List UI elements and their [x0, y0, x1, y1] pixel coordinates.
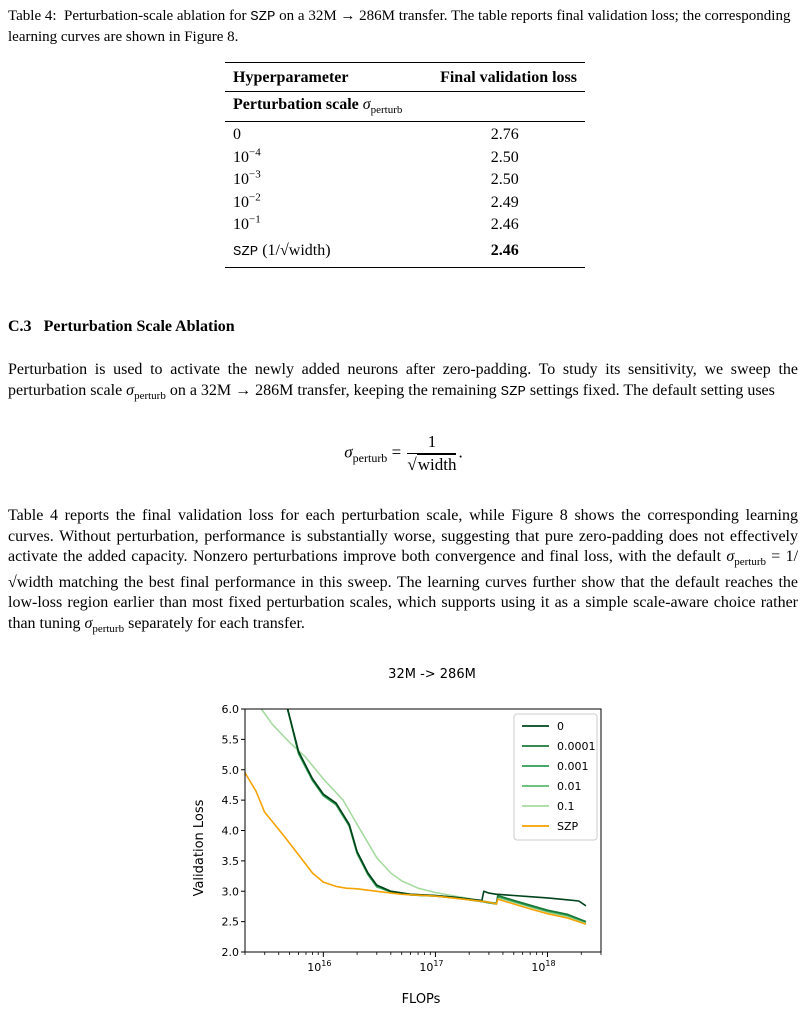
para2-sub: perturb [734, 556, 766, 569]
eq-sign: = [391, 442, 402, 462]
y-tick-label: 5.0 [221, 763, 239, 777]
paragraph-1 [8, 360, 798, 406]
header-final-loss: Final validation loss [440, 69, 577, 86]
setting-exponent: −2 [249, 191, 261, 204]
table-cell-value: 2.46 [490, 216, 519, 234]
figure-8 [185, 657, 625, 1007]
x-tick-exponent: 16 [321, 959, 332, 968]
equation [0, 432, 807, 475]
setting-base: 0 [233, 126, 241, 144]
legend-label: 0.1 [557, 800, 575, 813]
y-tick-label: 4.5 [221, 794, 239, 808]
table-row [225, 169, 585, 192]
setting-exponent: −1 [249, 213, 261, 226]
eq-numerator: 1 [407, 432, 456, 454]
table-section-heading [225, 92, 585, 121]
table-row [225, 192, 585, 215]
para2-formula: = 1/√width [8, 548, 799, 591]
setting-base: 10 [233, 216, 249, 234]
para2-b: matching the best final performance in this sweep. The learning curves further show that the default reaches the low-loss region earlier than most fixed perturbation scales, which supports using it as a simple scale-aware choice rather than tuning [8, 573, 799, 632]
section-heading-sub: perturb [370, 104, 403, 117]
szp-formula: (1/√width) [262, 241, 331, 259]
header-hyperparameter: Hyperparameter [233, 69, 349, 86]
x-tick-label [419, 959, 443, 974]
setting-base: 10 [233, 148, 249, 166]
caption-text-a: Perturbation-scale ablation for [64, 8, 247, 24]
y-tick-label: 2.5 [221, 915, 239, 929]
para1-b: on a 32M → 286M transfer, keeping the remaining [169, 381, 497, 399]
para2-sym2: σ [84, 614, 93, 632]
section-title: Perturbation Scale Ablation [43, 318, 235, 335]
caption-label: Table 4: [8, 8, 57, 24]
paragraph-2 [8, 506, 798, 639]
table-cell-setting [233, 192, 432, 215]
table-cell-value: 2.46 [490, 241, 519, 259]
para2-a: Table 4 reports the final validation loss for each perturbation scale, while Figure 8 shows the corresponding learning curves. Without perturbation, performance is substantially worse, suggesting that pure zero-padding does not effectively activate the added capacity. Nonzero perturbations improve both convergence and final loss, with the default [8, 507, 798, 565]
para2-sub2: perturb [92, 622, 125, 635]
para1-a: Perturbation is used to activate the newly added neurons after zero-padding. To study its sensitivity, we sweep the perturbation scale [8, 361, 798, 399]
x-tick-exponent: 18 [545, 959, 556, 968]
x-tick-base: 10 [419, 961, 434, 974]
learning-curve-chart [185, 657, 625, 1007]
eq-end: . [458, 442, 463, 462]
y-tick-label: 6.0 [221, 703, 239, 716]
y-tick-label: 2.0 [221, 946, 239, 959]
x-tick-base: 10 [531, 961, 546, 974]
para1-sub: perturb [134, 389, 166, 402]
eq-fraction [407, 432, 456, 475]
table-cell-setting [233, 240, 432, 264]
y-tick-label: 3.5 [221, 854, 239, 868]
caption-code: SZP [250, 9, 276, 25]
para1-code: SZP [500, 383, 526, 400]
x-tick-base: 10 [307, 961, 322, 974]
table-body [225, 122, 585, 240]
table-cell-setting [233, 124, 432, 147]
table-row [225, 214, 585, 237]
chart-title: 32M -> 286M [388, 667, 476, 682]
x-tick-label [531, 959, 555, 974]
table-cell-value: 2.76 [490, 126, 519, 144]
legend-label: 0.001 [557, 760, 589, 773]
eq-sym: σ [344, 442, 353, 462]
table-header [225, 63, 585, 91]
table-cell-setting [233, 147, 432, 170]
x-tick-exponent: 17 [433, 959, 444, 968]
szp-code: SZP [233, 243, 259, 260]
eq-denominator: √width [407, 455, 457, 474]
x-axis-label: FLOPs [401, 992, 441, 1007]
eq-radicand: width [417, 455, 457, 474]
legend-label: 0.0001 [557, 740, 596, 753]
para1-sym: σ [126, 381, 135, 399]
table-row [225, 147, 585, 170]
setting-base: 10 [233, 193, 249, 211]
setting-exponent: −4 [249, 146, 261, 159]
caption-text-b: on a 32M → 286M transfer. The table reports final validation loss; the corresponding learning curves are shown in Figure 8. [8, 8, 791, 45]
section-heading [8, 318, 235, 336]
table-cell-setting [233, 214, 432, 237]
legend-label: 0 [557, 720, 564, 733]
table-row [225, 124, 585, 147]
eq-sub: perturb [352, 450, 388, 465]
setting-exponent: −3 [249, 168, 261, 181]
table-bottom-rule [225, 267, 585, 268]
legend-label: SZP [557, 820, 579, 833]
para1-c: settings fixed. The default setting uses [529, 381, 775, 399]
x-tick-label [307, 959, 331, 974]
legend-box [514, 714, 597, 840]
table-row-szp [225, 240, 585, 268]
y-axis-label: Validation Loss [192, 799, 207, 897]
section-number: C.3 [8, 318, 32, 335]
table-cell-value: 2.49 [490, 193, 519, 211]
table-cell-setting [233, 169, 432, 192]
table-caption [8, 6, 798, 47]
para2-sym: σ [726, 548, 735, 565]
setting-base: 10 [233, 171, 249, 189]
y-tick-label: 5.5 [221, 733, 239, 747]
results-table [225, 62, 585, 268]
para2-c: separately for each transfer. [128, 614, 305, 632]
table-cell-value: 2.50 [490, 171, 519, 189]
section-heading-text: Perturbation scale [233, 96, 359, 113]
legend-label: 0.01 [557, 780, 582, 793]
section-heading-symbol: σ [362, 96, 371, 113]
y-tick-label: 3.0 [221, 885, 239, 899]
table-cell-value: 2.50 [490, 148, 519, 166]
y-tick-label: 4.0 [221, 824, 239, 838]
